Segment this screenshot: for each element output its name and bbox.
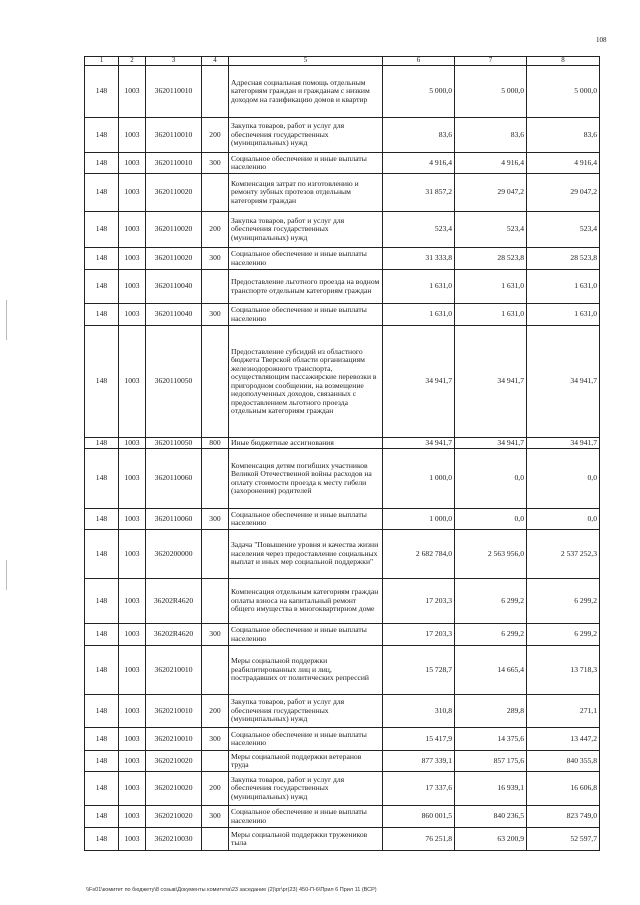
cell-ministry-code: 148 [85, 695, 119, 728]
cell-target-article: 3620210010 [146, 695, 202, 728]
cell-ministry-code: 148 [85, 579, 119, 624]
table-row [85, 174, 600, 212]
cell-amount-year1: 17 203,3 [383, 579, 455, 624]
column-number-row [85, 57, 600, 66]
cell-target-article: 3620110040 [146, 270, 202, 304]
cell-amount-year1: 15 728,7 [383, 646, 455, 695]
cell-section-code: 1003 [119, 153, 146, 174]
cell-amount-year1: 1 631,0 [383, 304, 455, 326]
cell-description: Социальное обеспечение и иные выплаты населению [229, 153, 383, 174]
cell-target-article: 3620110010 [146, 153, 202, 174]
cell-description: Предоставление субсидий из областного бюджета Тверской области организациям железнодорожного транспорта, осуществляющим пассажирские перевозки в пригородном сообщении, на возмещение недополученных доходов, связанных с предоставлением льготного проезда отдельным категориям граждан [229, 326, 383, 438]
cell-target-article: 36202R4620 [146, 579, 202, 624]
scan-edge-mark [6, 300, 7, 340]
cell-amount-year3: 52 597,7 [527, 828, 600, 851]
cell-description: Закупка товаров, работ и услуг для обеспечения государственных (муниципальных) нужд [229, 772, 383, 806]
cell-amount-year3: 6 299,2 [527, 579, 600, 624]
cell-section-code: 1003 [119, 579, 146, 624]
cell-section-code: 1003 [119, 751, 146, 772]
cell-amount-year3: 34 941,7 [527, 326, 600, 438]
cell-expense-type [202, 270, 229, 304]
cell-amount-year1: 76 251,8 [383, 828, 455, 851]
cell-target-article: 3620210020 [146, 772, 202, 806]
table-row [85, 449, 600, 509]
cell-amount-year1: 83,6 [383, 118, 455, 153]
cell-description: Социальное обеспечение и иные выплаты населению [229, 806, 383, 828]
cell-amount-year2: 14 375,6 [455, 728, 527, 751]
cell-amount-year3: 1 631,0 [527, 304, 600, 326]
cell-ministry-code: 148 [85, 509, 119, 530]
table-row [85, 326, 600, 438]
cell-description: Задача "Повышение уровня и качества жизни населения через предоставление социальных выплат и иных мер социальной поддержки" [229, 530, 383, 579]
table-row [85, 118, 600, 153]
cell-expense-type [202, 579, 229, 624]
table-row [85, 438, 600, 449]
cell-amount-year2: 0,0 [455, 449, 527, 509]
cell-expense-type: 300 [202, 509, 229, 530]
table-row [85, 270, 600, 304]
cell-description: Социальное обеспечение и иные выплаты населению [229, 728, 383, 751]
cell-amount-year3: 271,1 [527, 695, 600, 728]
scan-edge-mark [6, 560, 7, 590]
cell-amount-year1: 1 000,0 [383, 449, 455, 509]
table-body [85, 66, 600, 851]
cell-amount-year2: 840 236,5 [455, 806, 527, 828]
budget-table [84, 56, 600, 851]
cell-amount-year1: 310,8 [383, 695, 455, 728]
cell-amount-year1: 34 941,7 [383, 438, 455, 449]
cell-amount-year2: 29 047,2 [455, 174, 527, 212]
cell-expense-type: 300 [202, 153, 229, 174]
cell-expense-type [202, 646, 229, 695]
cell-section-code: 1003 [119, 646, 146, 695]
cell-target-article: 3620110040 [146, 304, 202, 326]
cell-section-code: 1003 [119, 118, 146, 153]
cell-expense-type [202, 530, 229, 579]
cell-description: Меры социальной поддержки реабилитированных лиц и лиц, пострадавших от политических репрессий [229, 646, 383, 695]
cell-expense-type [202, 326, 229, 438]
cell-ministry-code: 148 [85, 438, 119, 449]
cell-expense-type: 300 [202, 304, 229, 326]
cell-ministry-code: 148 [85, 304, 119, 326]
cell-amount-year1: 15 417,9 [383, 728, 455, 751]
cell-amount-year2: 6 299,2 [455, 624, 527, 646]
table-row [85, 695, 600, 728]
cell-expense-type: 300 [202, 728, 229, 751]
cell-section-code: 1003 [119, 806, 146, 828]
cell-ministry-code: 148 [85, 751, 119, 772]
cell-ministry-code: 148 [85, 772, 119, 806]
cell-target-article: 3620110060 [146, 509, 202, 530]
cell-description: Социальное обеспечение и иные выплаты населению [229, 624, 383, 646]
cell-amount-year1: 523,4 [383, 212, 455, 248]
cell-amount-year3: 1 631,0 [527, 270, 600, 304]
cell-expense-type: 200 [202, 118, 229, 153]
cell-expense-type [202, 751, 229, 772]
cell-description: Меры социальной поддержки ветеранов труда [229, 751, 383, 772]
cell-amount-year2: 5 000,0 [455, 66, 527, 118]
cell-ministry-code: 148 [85, 212, 119, 248]
cell-expense-type: 300 [202, 806, 229, 828]
cell-section-code: 1003 [119, 828, 146, 851]
cell-description: Компенсация детям погибших участников Великой Отечественной войны расходов на оплату стоимости проезда к месту гибели (захоронения) родителей [229, 449, 383, 509]
column-header: 6 [383, 57, 455, 66]
cell-amount-year1: 17 203,3 [383, 624, 455, 646]
cell-amount-year3: 4 916,4 [527, 153, 600, 174]
cell-amount-year2: 28 523,8 [455, 248, 527, 270]
cell-expense-type [202, 66, 229, 118]
cell-amount-year3: 0,0 [527, 509, 600, 530]
cell-section-code: 1003 [119, 304, 146, 326]
cell-section-code: 1003 [119, 66, 146, 118]
cell-section-code: 1003 [119, 449, 146, 509]
cell-ministry-code: 148 [85, 153, 119, 174]
table-row [85, 772, 600, 806]
cell-description: Адресная социальная помощь отдельным категориям граждан и гражданам с низким доходом на газификацию домов и квартир [229, 66, 383, 118]
cell-ministry-code: 148 [85, 174, 119, 212]
cell-description: Иные бюджетные ассигнования [229, 438, 383, 449]
column-header: 8 [527, 57, 600, 66]
cell-target-article: 3620200000 [146, 530, 202, 579]
cell-expense-type: 800 [202, 438, 229, 449]
cell-amount-year3: 5 000,0 [527, 66, 600, 118]
table-row [85, 579, 600, 624]
cell-amount-year2: 0,0 [455, 509, 527, 530]
column-header: 7 [455, 57, 527, 66]
cell-amount-year2: 4 916,4 [455, 153, 527, 174]
cell-description: Закупка товаров, работ и услуг для обеспечения государственных (муниципальных) нужд [229, 695, 383, 728]
cell-amount-year3: 840 355,8 [527, 751, 600, 772]
cell-expense-type [202, 449, 229, 509]
table-row [85, 751, 600, 772]
table-row [85, 304, 600, 326]
cell-amount-year3: 6 299,2 [527, 624, 600, 646]
cell-description: Закупка товаров, работ и услуг для обеспечения государственных (муниципальных) нужд [229, 118, 383, 153]
cell-amount-year2: 1 631,0 [455, 304, 527, 326]
cell-ministry-code: 148 [85, 806, 119, 828]
column-header: 2 [119, 57, 146, 66]
cell-section-code: 1003 [119, 212, 146, 248]
cell-amount-year1: 5 000,0 [383, 66, 455, 118]
cell-section-code: 1003 [119, 530, 146, 579]
cell-amount-year2: 63 200,9 [455, 828, 527, 851]
cell-amount-year2: 2 563 956,0 [455, 530, 527, 579]
cell-section-code: 1003 [119, 772, 146, 806]
cell-ministry-code: 148 [85, 66, 119, 118]
table-row [85, 530, 600, 579]
cell-amount-year1: 1 631,0 [383, 270, 455, 304]
cell-description: Предоставление льготного проезда на водном транспорте отдельным категориям граждан [229, 270, 383, 304]
cell-ministry-code: 148 [85, 270, 119, 304]
cell-expense-type [202, 828, 229, 851]
cell-amount-year2: 16 939,1 [455, 772, 527, 806]
cell-target-article: 3620210030 [146, 828, 202, 851]
cell-description: Закупка товаров, работ и услуг для обеспечения государственных (муниципальных) нужд [229, 212, 383, 248]
cell-target-article: 3620110010 [146, 66, 202, 118]
cell-target-article: 3620210010 [146, 728, 202, 751]
cell-amount-year2: 523,4 [455, 212, 527, 248]
cell-amount-year3: 29 047,2 [527, 174, 600, 212]
cell-section-code: 1003 [119, 624, 146, 646]
cell-ministry-code: 148 [85, 646, 119, 695]
cell-section-code: 1003 [119, 270, 146, 304]
cell-amount-year1: 860 001,5 [383, 806, 455, 828]
cell-amount-year2: 83,6 [455, 118, 527, 153]
table-row [85, 728, 600, 751]
cell-amount-year2: 34 941,7 [455, 438, 527, 449]
column-header: 1 [85, 57, 119, 66]
cell-amount-year3: 16 606,8 [527, 772, 600, 806]
cell-amount-year2: 34 941,7 [455, 326, 527, 438]
cell-target-article: 3620110020 [146, 248, 202, 270]
table-row [85, 66, 600, 118]
cell-amount-year3: 523,4 [527, 212, 600, 248]
cell-amount-year2: 1 631,0 [455, 270, 527, 304]
cell-expense-type: 200 [202, 212, 229, 248]
cell-ministry-code: 148 [85, 624, 119, 646]
cell-target-article: 36202R4620 [146, 624, 202, 646]
cell-description: Меры социальной поддержки тружеников тыла [229, 828, 383, 851]
cell-ministry-code: 148 [85, 449, 119, 509]
cell-description: Социальное обеспечение и иные выплаты населению [229, 304, 383, 326]
cell-expense-type: 300 [202, 248, 229, 270]
cell-section-code: 1003 [119, 248, 146, 270]
cell-amount-year3: 83,6 [527, 118, 600, 153]
cell-amount-year1: 877 339,1 [383, 751, 455, 772]
cell-amount-year1: 34 941,7 [383, 326, 455, 438]
cell-ministry-code: 148 [85, 828, 119, 851]
cell-amount-year3: 28 523,8 [527, 248, 600, 270]
cell-ministry-code: 148 [85, 326, 119, 438]
cell-amount-year1: 17 337,6 [383, 772, 455, 806]
column-header: 3 [146, 57, 202, 66]
cell-section-code: 1003 [119, 728, 146, 751]
cell-amount-year3: 13 718,3 [527, 646, 600, 695]
cell-expense-type: 300 [202, 624, 229, 646]
cell-description: Социальное обеспечение и иные выплаты населению [229, 509, 383, 530]
cell-target-article: 3620210020 [146, 751, 202, 772]
cell-amount-year2: 6 299,2 [455, 579, 527, 624]
table-row [85, 828, 600, 851]
cell-expense-type [202, 174, 229, 212]
footer-file-path: \\Fs01\комитет по бюджету\8 созыв\Документы комитета\23 заседание (2)\рг\рг(23) 450-П-6\Прил 6 Прил 11 (ВСР) [86, 887, 377, 893]
cell-target-article: 3620210020 [146, 806, 202, 828]
cell-section-code: 1003 [119, 695, 146, 728]
cell-amount-year1: 1 000,0 [383, 509, 455, 530]
cell-target-article: 3620110050 [146, 326, 202, 438]
cell-ministry-code: 148 [85, 530, 119, 579]
cell-ministry-code: 148 [85, 248, 119, 270]
cell-section-code: 1003 [119, 509, 146, 530]
table-row [85, 153, 600, 174]
cell-amount-year1: 31 333,8 [383, 248, 455, 270]
cell-amount-year3: 2 537 252,3 [527, 530, 600, 579]
column-header: 5 [229, 57, 383, 66]
table-row [85, 248, 600, 270]
page-number: 108 [596, 36, 607, 44]
cell-amount-year3: 13 447,2 [527, 728, 600, 751]
table-row [85, 624, 600, 646]
cell-amount-year1: 31 857,2 [383, 174, 455, 212]
cell-amount-year2: 857 175,6 [455, 751, 527, 772]
cell-expense-type: 200 [202, 695, 229, 728]
cell-description: Социальное обеспечение и иные выплаты населению [229, 248, 383, 270]
cell-amount-year3: 823 749,0 [527, 806, 600, 828]
cell-description: Компенсация затрат по изготовлению и ремонту зубных протезов отдельным категориям граждан [229, 174, 383, 212]
column-header: 4 [202, 57, 229, 66]
cell-target-article: 3620110060 [146, 449, 202, 509]
cell-amount-year3: 0,0 [527, 449, 600, 509]
cell-section-code: 1003 [119, 326, 146, 438]
cell-target-article: 3620110010 [146, 118, 202, 153]
cell-target-article: 3620210010 [146, 646, 202, 695]
cell-amount-year2: 14 665,4 [455, 646, 527, 695]
table-row [85, 806, 600, 828]
cell-section-code: 1003 [119, 174, 146, 212]
cell-amount-year2: 289,8 [455, 695, 527, 728]
cell-amount-year1: 4 916,4 [383, 153, 455, 174]
cell-target-article: 3620110020 [146, 212, 202, 248]
cell-ministry-code: 148 [85, 118, 119, 153]
cell-target-article: 3620110050 [146, 438, 202, 449]
cell-expense-type: 200 [202, 772, 229, 806]
cell-description: Компенсация отдельным категориям граждан оплаты взноса на капитальный ремонт общего имущества в многоквартирном доме [229, 579, 383, 624]
cell-amount-year1: 2 682 784,0 [383, 530, 455, 579]
table-row [85, 212, 600, 248]
cell-amount-year3: 34 941,7 [527, 438, 600, 449]
cell-target-article: 3620110020 [146, 174, 202, 212]
table-row [85, 509, 600, 530]
cell-section-code: 1003 [119, 438, 146, 449]
cell-ministry-code: 148 [85, 728, 119, 751]
table-row [85, 646, 600, 695]
